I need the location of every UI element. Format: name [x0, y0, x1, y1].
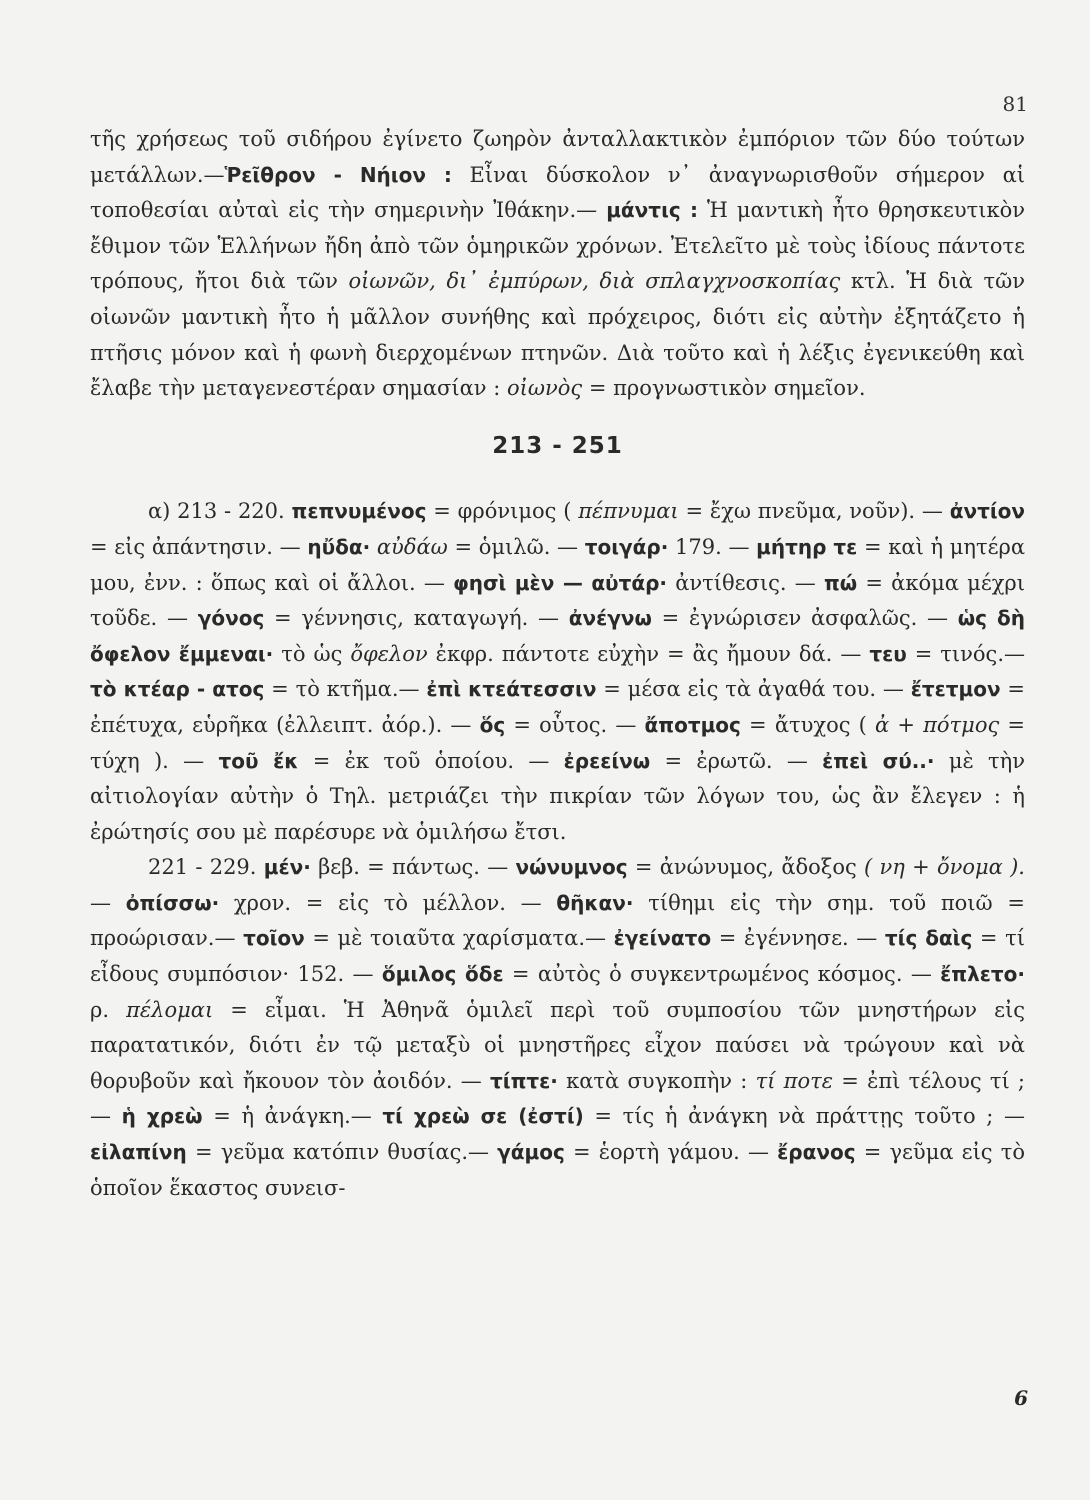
- text: = τίς ἡ ἀνάγκη νὰ πράττῃς τοῦτο ; —: [583, 1104, 1025, 1129]
- text: βεβ. = πάντως. —: [310, 855, 516, 880]
- lemma: ὅς: [479, 712, 506, 737]
- text: = γεῦμα εἰς τὸ ὁποῖον ἕκαστος συνεισ-: [90, 1140, 1025, 1200]
- text: ἀντίθεσις. —: [666, 570, 824, 595]
- text: = φρόνιμος (: [426, 499, 579, 524]
- text: τὸ ὡς: [273, 641, 351, 666]
- text: = εἶμαι. Ἡ Ἀθηνᾶ ὁμιλεῖ περὶ τοῦ συμποσίου τῶν μνηστήρων εἰς παρατατικόν, διότι ἐν τῷ μεταξὺ οἱ μνηστῆρες εἶχον παύσει νὰ τρώγουν καὶ νὰ θορυβοῦν καὶ ἤκουον τὸν ἀοιδόν. —: [90, 997, 1026, 1093]
- paragraph-2: [90, 494, 1025, 850]
- italic-text: οἰωνὸς: [507, 376, 583, 401]
- text: κτλ. Ἡ διὰ τῶν οἰωνῶν μαντικὴ ἦτο ἡ μᾶλλον συνήθης καὶ πρόχειρος, διότι εἰς αὐτὴν ἐξητάζετο ἡ πτῆσις μόνον καὶ ἡ φωνὴ διερχομένων πτηνῶν. Διὰ τοῦτο καὶ ἡ λέξις ἐγενικεύθη καὶ ἔλαβε τὴν μεταγενεστέραν σημασίαν :: [90, 269, 1025, 401]
- text: = μέσα εἰς τὰ ἀγαθά του. —: [596, 677, 911, 702]
- lemma: ηὔδα·: [307, 534, 371, 559]
- lemma: γάμος: [497, 1140, 565, 1165]
- lemma: ὡς δὴ ὄφελον ἔμμεναι·: [90, 606, 1025, 666]
- page-number: 81: [1002, 92, 1028, 116]
- text: = τύχη ). —: [90, 712, 1025, 773]
- lemma: ἐπεὶ σύ..·: [822, 748, 935, 773]
- lemma: εἰλαπίνη: [90, 1140, 187, 1165]
- text: μὲ τὴν αἰτιολογίαν αὐτὴν ὁ Τηλ. μετριάζει τὴν πικρίαν τῶν λόγων του, ὡς ἂν ἔλεγεν : ἡ ἐρώτησίς σου μὲ παρέσυρε νὰ ὁμιλήσω ἔτσι.: [90, 748, 1026, 844]
- lemma: ἐγείνατο: [613, 926, 712, 951]
- italic-text: αὐδάω: [376, 534, 448, 559]
- text: τίθημι εἰς τὴν σημ. τοῦ ποιῶ = προώρισαν.—: [90, 890, 1025, 951]
- lemma: τοῦ ἔκ: [218, 748, 299, 773]
- lemma: πεπνυμένος: [291, 499, 427, 524]
- text: = τινός.—: [906, 641, 1025, 666]
- lemma: ἀντίον: [949, 499, 1025, 524]
- lemma: ἄποτμος: [644, 712, 741, 737]
- text: = ἄτυχος (: [740, 712, 876, 737]
- lemma: τὸ κτέαρ - ατος: [90, 677, 265, 702]
- text: —: [90, 890, 126, 915]
- lemma: τευ: [869, 641, 907, 666]
- text: 221 - 229.: [148, 855, 264, 880]
- text: α) 213 - 220.: [148, 499, 292, 524]
- text: ἐκφρ. πάντοτε εὐχὴν = ἂς ἤμουν δά. —: [427, 641, 870, 666]
- lemma: ἡ χρεὼ: [121, 1104, 203, 1129]
- italic-text: πέλομαι: [126, 997, 214, 1022]
- text: = ἐγέννησε. —: [711, 926, 885, 951]
- text: = καὶ ἡ μητέρα μου, ἐνν. : ὅπως καὶ οἱ ἄλλοι. —: [90, 534, 1026, 595]
- lemma: τίς δαὶς: [884, 926, 973, 951]
- lemma: μέν·: [263, 855, 311, 880]
- text: = ἐπὶ τέλους τί ; —: [90, 1068, 1025, 1129]
- lemma: τοιγάρ·: [584, 534, 669, 559]
- lemma: ἐπὶ κτεάτεσσιν: [426, 677, 597, 702]
- lemma: θῆκαν·: [556, 890, 634, 915]
- lemma: ἔρανος: [777, 1140, 856, 1165]
- italic-text: ἀ + πότμος: [875, 712, 1000, 737]
- signature-mark: 6: [1014, 1386, 1028, 1410]
- text: = εἰς ἀπάντησιν. —: [90, 534, 308, 559]
- text: χρον. = εἰς τὸ μέλλον. —: [219, 890, 557, 915]
- text: κατὰ συγκοπὴν :: [557, 1068, 756, 1093]
- section-heading: 213 - 251: [492, 432, 623, 459]
- lemma: τοῖον: [243, 926, 305, 951]
- lemma: ἔτετμον: [910, 677, 1001, 702]
- text: = τὸ κτῆμα.—: [264, 677, 427, 702]
- lemma: φησὶ μὲν — αὐτάρ·: [453, 570, 667, 595]
- text: = ἐπέτυχα, εὑρῆκα (ἐλλειπτ. ἀόρ.). —: [90, 677, 1025, 737]
- text: = ἀκόμα μέχρι τοῦδε. —: [90, 570, 1025, 631]
- text: = ἑορτὴ γάμου. —: [564, 1140, 778, 1165]
- lemma: γόνος: [197, 606, 265, 631]
- text: = προγνωστικὸν σημεῖον.: [582, 376, 866, 401]
- text: = οὗτος. —: [505, 712, 645, 737]
- text: = ἡ ἀνάγκη.—: [202, 1104, 383, 1129]
- italic-text: ( νη + ὄνομα ).: [864, 855, 1025, 880]
- text: = τί εἶδους συμπόσιον· 152. —: [90, 926, 1025, 987]
- text: = ἐρωτῶ. —: [650, 748, 823, 773]
- text: = ὁμιλῶ. —: [447, 534, 585, 559]
- text: = γεῦμα κατόπιν θυσίας.—: [186, 1140, 498, 1165]
- text: 179. —: [668, 534, 757, 559]
- text: [370, 535, 377, 559]
- document-body: [90, 122, 1025, 1206]
- lemma: μήτηρ τε: [756, 534, 858, 559]
- italic-text: οἰωνῶν, δι᾽ ἐμπύρων, διὰ σπλαγχνοσκοπίας: [348, 269, 841, 294]
- text: = ἀνώνυμος, ἄδοξος: [627, 855, 865, 880]
- lemma: πώ: [823, 570, 858, 595]
- italic-text: τί ποτε: [755, 1068, 834, 1093]
- text: Ἡ μαντικὴ ἦτο θρησκευτικὸν ἔθιμον τῶν Ἑλλήνων ἤδη ἀπὸ τῶν ὁμηρικῶν χρόνων. Ἐτελεῖτο μὲ τοὺς ἰδίους πάντοτε τρόπους, ἤτοι διὰ τῶν: [90, 198, 1026, 294]
- text: = γέννησις, καταγωγή. —: [264, 606, 569, 631]
- paragraph-3: [90, 850, 1025, 1206]
- lemma: ἀνέγνω: [568, 606, 652, 631]
- lemma: ὅμιλος ὅδε: [381, 962, 504, 987]
- text: = μὲ τοιαῦτα χαρίσματα.—: [304, 926, 614, 951]
- lemma: ἔπλετο·: [940, 962, 1025, 987]
- text: = ἐκ τοῦ ὁποίου. —: [298, 748, 564, 773]
- lemma: τίπτε·: [490, 1068, 558, 1093]
- lemma: τί χρεὼ σε (ἐστί): [382, 1104, 584, 1129]
- lemma: ὀπίσσω·: [125, 890, 220, 915]
- italic-text: ὄφελον: [350, 641, 428, 666]
- text: Εἶναι δύσκολον ν᾽ ἀναγνωρισθοῦν σήμερον αἱ τοποθεσίαι αὐταὶ εἰς τὴν σημερινὴν Ἰθάκην.—: [90, 162, 1026, 223]
- lemma: ἐρεείνω: [563, 748, 651, 773]
- text: = ἐγνώρισεν ἀσφαλῶς. —: [651, 606, 958, 631]
- text: = αὐτὸς ὁ συγκεντρωμένος κόσμος. —: [503, 962, 941, 987]
- italic-text: πέπνυμαι: [578, 499, 679, 524]
- lemma: Ῥεῖθρον - Νήιον :: [224, 162, 452, 187]
- paragraph-1: [90, 122, 1025, 407]
- lemma: μάντις :: [606, 198, 699, 223]
- text: = ἔχω πνεῦμα, νοῦν). —: [678, 499, 950, 524]
- text: ρ.: [90, 997, 127, 1022]
- lemma: νώνυμνος: [515, 855, 628, 880]
- text: τῆς χρήσεως τοῦ σιδήρου ἐγίνετο ζωηρὸν ἀνταλλακτικὸν ἐμπόριον τῶν δύο τούτων μετάλλων.—: [90, 127, 1025, 187]
